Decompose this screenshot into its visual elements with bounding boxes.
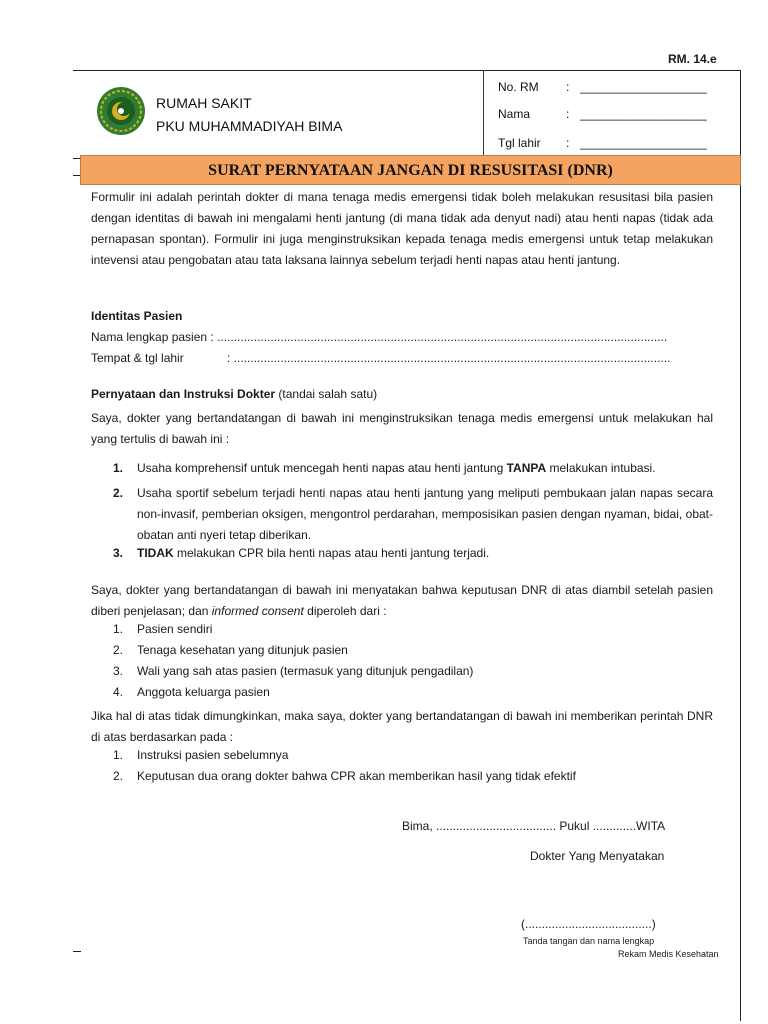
id-value[interactable]: ___________________ — [580, 136, 707, 150]
form-code: RM. 14.e — [668, 52, 717, 66]
item-number: 1. — [113, 622, 124, 636]
item-text: melakukan intubasi. — [546, 461, 656, 475]
birth-label: Tempat & tgl lahir — [91, 351, 184, 365]
consent-italic: informed consent — [211, 604, 304, 618]
signer-role: Dokter Yang Menyatakan — [530, 849, 665, 863]
item-number: 1. — [113, 748, 124, 762]
patient-birth-field[interactable] — [91, 348, 731, 369]
item-number: 3. — [113, 664, 124, 678]
hospital-logo-icon — [96, 86, 146, 136]
id-colon: : — [566, 107, 570, 121]
id-colon: : — [566, 80, 570, 94]
left-rule — [73, 951, 81, 952]
instruction-paragraph: Saya, dokter yang bertandatangan di bawah ini menginstruksikan tenaga medis emergensi untuk melakukan hal yang tertulis di bawah ini : — [91, 411, 713, 446]
footer-text: Rekam Medis Kesehatan — [618, 949, 719, 959]
item-text: Tenaga kesehatan yang ditunjuk pasien — [137, 643, 348, 657]
place-time-field[interactable]: Bima, .................................... Pukul .............WITA — [402, 819, 666, 833]
item-number: 3. — [113, 546, 124, 560]
item-number: 2. — [113, 643, 124, 657]
header-divider — [483, 70, 484, 156]
intro-paragraph: Formulir ini adalah perintah dokter di mana tenaga medis emergensi tidak boleh melakukan resusitasi bila pasien dengan identitas di bawah ini mengalami henti jantung (di mana tidak ada denyut nadi) atau henti napas (tidak ada pernapasan spontan). Formulir ini juga menginstruksikan kepada tenaga medis emergensi untuk tetap melakukan intevensi atau pengobatan atau tata laksana lainnya sebelum terjadi henti napas atau henti jantung. — [91, 190, 713, 267]
id-colon: : — [566, 136, 570, 150]
item-text: melakukan CPR bila henti napas atau henti jantung terjadi. — [173, 546, 490, 560]
item-text: Instruksi pasien sebelumnya — [137, 748, 289, 762]
item-number: 2. — [113, 769, 124, 783]
signature-caption: Tanda tangan dan nama lengkap — [523, 936, 655, 946]
item-emphasis: TANPA — [506, 461, 547, 475]
item-text: Usaha sportif sebelum terjadi henti napas atau henti jantung yang meliputi pembukaan jalan napas secara non-invasif, pemberian oksigen, mengontrol perdarahan, memposisikan pasien dengan nyaman, bidai, obat-obatan anti nyeri tetap diberikan. — [137, 486, 713, 542]
item-text: Keputusan dua orang dokter bahwa CPR akan memberikan hasil yang tidak efektif — [137, 769, 576, 783]
id-row-no-rm — [498, 80, 707, 94]
consent-text: Saya, dokter yang bertandatangan di bawah ini menyatakan bahwa keputusan DNR di atas diambil setelah pasien diberi penjelasan; dan — [91, 583, 713, 618]
item-number: 2. — [113, 486, 124, 500]
patient-name-field[interactable]: Nama lengkap pasien : ....................................................................................................................................... — [91, 330, 668, 344]
item-emphasis: TIDAK — [137, 546, 174, 560]
item-number: 4. — [113, 685, 124, 699]
birth-dots: : ................................................................................................................................... — [227, 351, 671, 365]
instruction-note: (tandai salah satu) — [275, 387, 378, 401]
id-row-nama — [498, 107, 707, 121]
identity-heading: Identitas Pasien — [91, 309, 183, 323]
instruction-heading: Pernyataan dan Instruksi Dokter — [91, 387, 276, 401]
consent-text: diperoleh dari : — [303, 604, 387, 618]
item-text: Anggota keluarga pasien — [137, 685, 270, 699]
item-number: 1. — [113, 461, 124, 475]
id-row-tgl-lahir — [498, 136, 707, 150]
item-text: Usaha komprehensif untuk mencegah henti napas atau henti jantung — [137, 461, 507, 475]
id-value[interactable]: ___________________ — [580, 80, 707, 94]
signature-blank[interactable]: (......................................) — [521, 917, 656, 931]
id-label: Tgl lahir — [498, 136, 541, 150]
hospital-name-line2: PKU MUHAMMADIYAH BIMA — [156, 118, 343, 134]
form-title: SURAT PERNYATAAN JANGAN DI RESUSITASI (DNR) — [80, 155, 741, 185]
consent-paragraph — [91, 580, 713, 622]
id-label: Nama — [498, 107, 531, 121]
hospital-name-line1: RUMAH SAKIT — [156, 95, 252, 111]
item-text: Pasien sendiri — [137, 622, 213, 636]
id-label: No. RM — [498, 80, 539, 94]
instruction-heading-row — [91, 384, 713, 405]
fallback-paragraph: Jika hal di atas tidak dimungkinkan, maka saya, dokter yang bertandatangan di bawah ini memberikan perintah DNR di atas berdasarkan pada : — [91, 709, 713, 744]
item-text: Wali yang sah atas pasien (termasuk yang ditunjuk pengadilan) — [137, 664, 474, 678]
id-value[interactable]: ___________________ — [580, 107, 707, 121]
